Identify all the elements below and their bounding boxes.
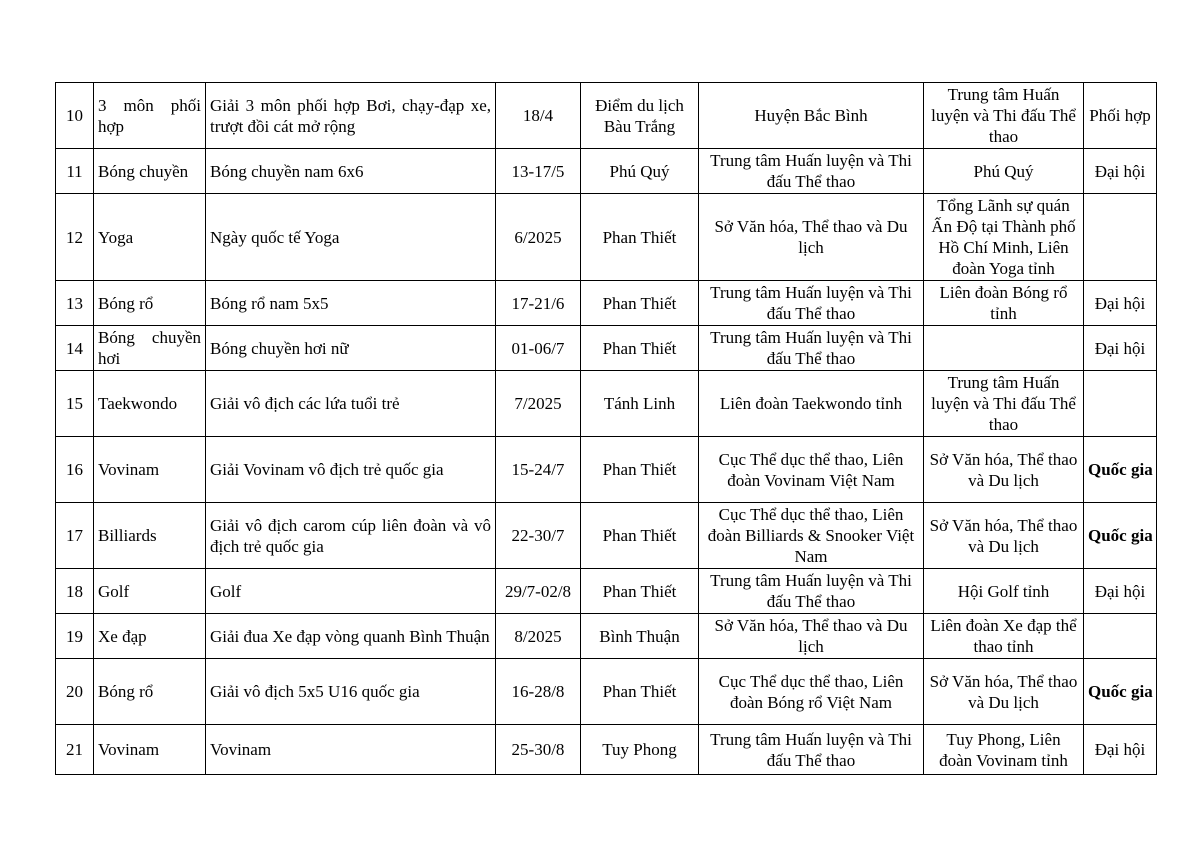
table-row: [56, 194, 1157, 281]
cell-coordinator: Sở Văn hóa, Thể thao và Du lịch: [924, 659, 1084, 725]
cell-category: Quốc gia: [1084, 659, 1157, 725]
cell-location: Bình Thuận: [581, 614, 699, 659]
table-row: [56, 569, 1157, 614]
table-row: [56, 725, 1157, 775]
cell-no: 19: [56, 614, 94, 659]
cell-location: Điểm du lịch Bàu Trắng: [581, 83, 699, 149]
cell-sport: Taekwondo: [94, 371, 206, 437]
cell-category: Đại hội: [1084, 725, 1157, 775]
cell-event: Giải vô địch carom cúp liên đoàn và vô địch trẻ quốc gia: [206, 503, 496, 569]
cell-coordinator: Tuy Phong, Liên đoàn Vovinam tỉnh: [924, 725, 1084, 775]
cell-no: 12: [56, 194, 94, 281]
cell-organizer: Cục Thể dục thể thao, Liên đoàn Bóng rổ Việt Nam: [699, 659, 924, 725]
cell-event: Vovinam: [206, 725, 496, 775]
cell-category: [1084, 194, 1157, 281]
cell-sport: Vovinam: [94, 725, 206, 775]
cell-date: 25-30/8: [496, 725, 581, 775]
cell-date: 7/2025: [496, 371, 581, 437]
cell-date: 16-28/8: [496, 659, 581, 725]
cell-sport: Billiards: [94, 503, 206, 569]
cell-sport: Vovinam: [94, 437, 206, 503]
cell-date: 17-21/6: [496, 281, 581, 326]
cell-sport: Bóng chuyền: [94, 149, 206, 194]
table-row: [56, 659, 1157, 725]
cell-sport: Bóng rổ: [94, 659, 206, 725]
cell-organizer: Liên đoàn Taekwondo tỉnh: [699, 371, 924, 437]
cell-sport: Xe đạp: [94, 614, 206, 659]
cell-no: 20: [56, 659, 94, 725]
cell-coordinator: Hội Golf tỉnh: [924, 569, 1084, 614]
cell-coordinator: Liên đoàn Xe đạp thể thao tỉnh: [924, 614, 1084, 659]
cell-location: Phan Thiết: [581, 437, 699, 503]
cell-event: Giải 3 môn phối hợp Bơi, chạy-đạp xe, trượt đồi cát mở rộng: [206, 83, 496, 149]
cell-organizer: Trung tâm Huấn luyện và Thi đấu Thể thao: [699, 149, 924, 194]
cell-date: 22-30/7: [496, 503, 581, 569]
cell-no: 18: [56, 569, 94, 614]
table-row: [56, 614, 1157, 659]
cell-event: Giải đua Xe đạp vòng quanh Bình Thuận: [206, 614, 496, 659]
cell-location: Phan Thiết: [581, 503, 699, 569]
cell-location: Phan Thiết: [581, 194, 699, 281]
cell-event: Bóng chuyền hơi nữ: [206, 326, 496, 371]
table-row: [56, 437, 1157, 503]
cell-event: Giải vô địch 5x5 U16 quốc gia: [206, 659, 496, 725]
events-table: [55, 82, 1157, 775]
cell-category: Quốc gia: [1084, 503, 1157, 569]
cell-date: 29/7-02/8: [496, 569, 581, 614]
cell-location: Phú Quý: [581, 149, 699, 194]
cell-location: Phan Thiết: [581, 281, 699, 326]
cell-category: [1084, 614, 1157, 659]
cell-no: 17: [56, 503, 94, 569]
cell-coordinator: Phú Quý: [924, 149, 1084, 194]
cell-event: Giải Vovinam vô địch trẻ quốc gia: [206, 437, 496, 503]
cell-sport: 3 môn phối hợp: [94, 83, 206, 149]
cell-event: Ngày quốc tế Yoga: [206, 194, 496, 281]
cell-no: 16: [56, 437, 94, 503]
cell-event: Bóng rổ nam 5x5: [206, 281, 496, 326]
cell-coordinator: Liên đoàn Bóng rổ tỉnh: [924, 281, 1084, 326]
cell-event: Golf: [206, 569, 496, 614]
cell-coordinator: Sở Văn hóa, Thể thao và Du lịch: [924, 437, 1084, 503]
cell-organizer: Sở Văn hóa, Thể thao và Du lịch: [699, 614, 924, 659]
cell-event: Bóng chuyền nam 6x6: [206, 149, 496, 194]
cell-sport: Golf: [94, 569, 206, 614]
cell-location: Phan Thiết: [581, 569, 699, 614]
cell-date: 01-06/7: [496, 326, 581, 371]
cell-coordinator: Tổng Lãnh sự quán Ấn Độ tại Thành phố Hồ Chí Minh, Liên đoàn Yoga tỉnh: [924, 194, 1084, 281]
cell-no: 15: [56, 371, 94, 437]
cell-sport: Yoga: [94, 194, 206, 281]
cell-category: Đại hội: [1084, 569, 1157, 614]
cell-date: 13-17/5: [496, 149, 581, 194]
cell-no: 21: [56, 725, 94, 775]
cell-category: Đại hội: [1084, 326, 1157, 371]
table-row: [56, 149, 1157, 194]
cell-organizer: Trung tâm Huấn luyện và Thi đấu Thể thao: [699, 326, 924, 371]
cell-location: Phan Thiết: [581, 659, 699, 725]
table-row: [56, 281, 1157, 326]
cell-location: Tuy Phong: [581, 725, 699, 775]
cell-coordinator: [924, 326, 1084, 371]
cell-organizer: Sở Văn hóa, Thể thao và Du lịch: [699, 194, 924, 281]
cell-category: Đại hội: [1084, 281, 1157, 326]
cell-organizer: Cục Thể dục thể thao, Liên đoàn Billiards & Snooker Việt Nam: [699, 503, 924, 569]
cell-coordinator: Trung tâm Huấn luyện và Thi đấu Thể thao: [924, 83, 1084, 149]
table-row: [56, 503, 1157, 569]
cell-organizer: Trung tâm Huấn luyện và Thi đấu Thể thao: [699, 281, 924, 326]
cell-date: 8/2025: [496, 614, 581, 659]
cell-organizer: Huyện Bắc Bình: [699, 83, 924, 149]
cell-coordinator: Sở Văn hóa, Thể thao và Du lịch: [924, 503, 1084, 569]
cell-organizer: Trung tâm Huấn luyện và Thi đấu Thể thao: [699, 725, 924, 775]
cell-category: Phối hợp: [1084, 83, 1157, 149]
cell-sport: Bóng rổ: [94, 281, 206, 326]
table-row: [56, 371, 1157, 437]
table-row: [56, 83, 1157, 149]
cell-no: 10: [56, 83, 94, 149]
cell-no: 14: [56, 326, 94, 371]
cell-organizer: Cục Thể dục thể thao, Liên đoàn Vovinam Việt Nam: [699, 437, 924, 503]
cell-date: 15-24/7: [496, 437, 581, 503]
cell-sport: Bóng chuyền hơi: [94, 326, 206, 371]
cell-category: [1084, 371, 1157, 437]
cell-category: Quốc gia: [1084, 437, 1157, 503]
cell-event: Giải vô địch các lứa tuổi trẻ: [206, 371, 496, 437]
cell-coordinator: Trung tâm Huấn luyện và Thi đấu Thể thao: [924, 371, 1084, 437]
cell-date: 18/4: [496, 83, 581, 149]
table-row: [56, 326, 1157, 371]
cell-no: 13: [56, 281, 94, 326]
cell-location: Phan Thiết: [581, 326, 699, 371]
cell-category: Đại hội: [1084, 149, 1157, 194]
cell-location: Tánh Linh: [581, 371, 699, 437]
cell-organizer: Trung tâm Huấn luyện và Thi đấu Thể thao: [699, 569, 924, 614]
cell-no: 11: [56, 149, 94, 194]
cell-date: 6/2025: [496, 194, 581, 281]
